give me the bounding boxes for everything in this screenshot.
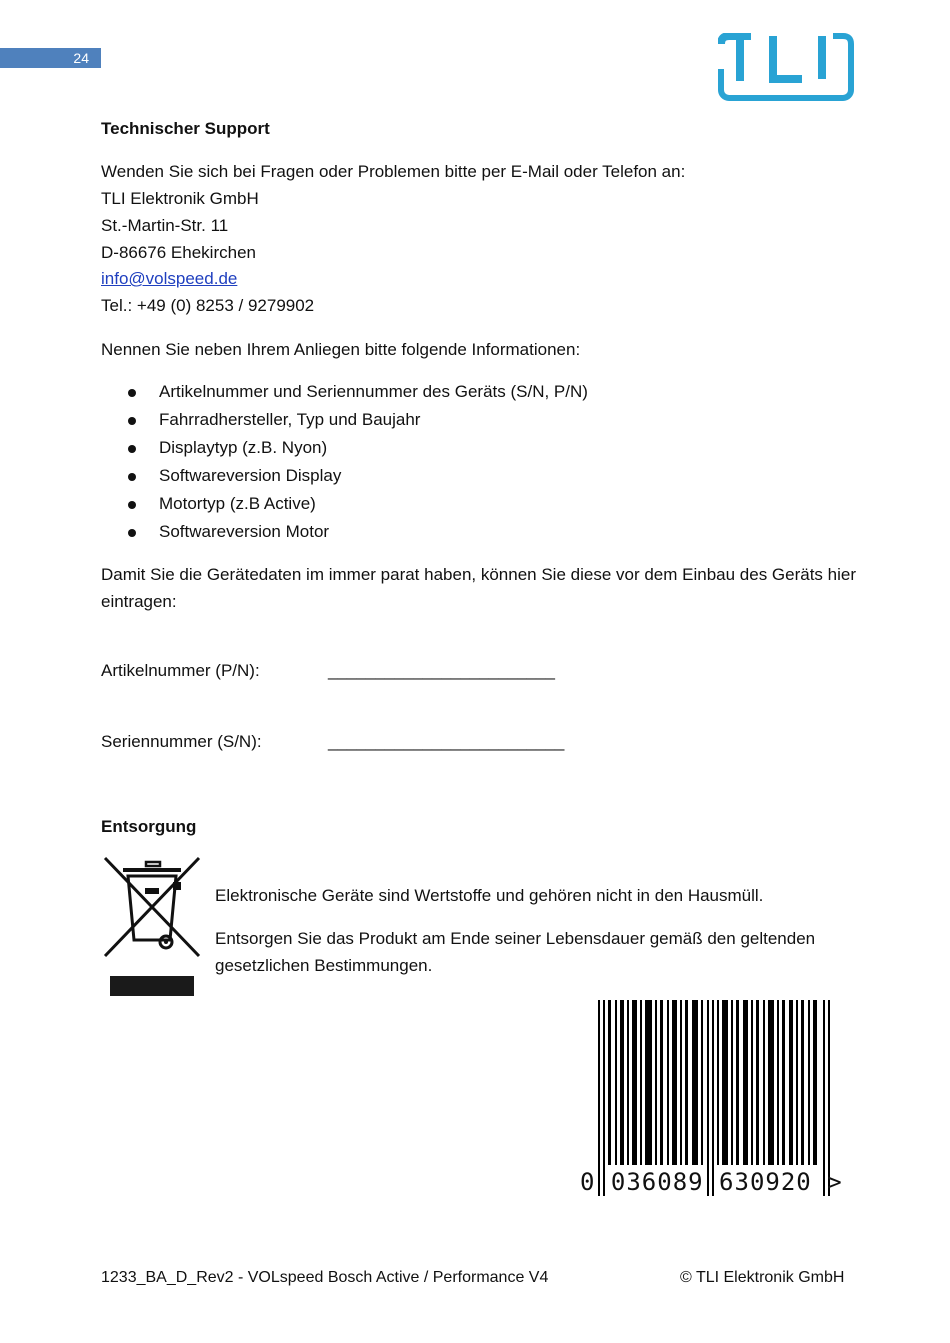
company-name: TLI Elektronik GmbH [101,189,259,208]
note-text: Damit Sie die Gerätedaten im immer parat haben, können Sie diese vor dem Einbau des Geräts hier [101,565,857,584]
note-text-continued: eintragen: [101,592,177,611]
list-item: Motortyp (z.B Active) [159,494,316,513]
address-street: St.-Martin-Str. 11 [101,216,229,235]
disposal-instruction-continued: gesetzlichen Bestimmungen. [215,956,433,975]
barcode-digits: 0 036089 630920 > [580,1168,843,1196]
barcode [595,1000,835,1196]
serial-number-field: _________________________ [328,732,565,751]
disposal-instruction: Entsorgen Sie das Produkt am Ende seiner Lebensdauer gemäß den geltenden [215,929,816,948]
footer-document-id: 1233_BA_D_Rev2 - VOLspeed Bosch Active / Performance V4 [101,1269,549,1286]
bullet-icon [128,529,136,537]
list-item: Displaytyp (z.B. Nyon) [159,438,328,457]
footer-copyright: © TLI Elektronik GmbH [680,1269,845,1286]
part-number-field: ________________________ [328,661,555,680]
serial-number-label: Seriennummer (S/N): [101,732,262,751]
page-number: 24 [0,48,101,68]
phone-number: Tel.: +49 (0) 8253 / 9279902 [101,296,315,315]
disposal-text: Elektronische Geräte sind Wertstoffe und gehören nicht in den Hausmüll. [215,886,764,905]
list-item: Softwareversion Display [159,466,342,485]
bullet-icon [128,445,136,453]
list-item: Artikelnummer und Seriennummer des Geräts (S/N, P/N) [159,382,588,401]
bullet-icon [128,501,136,509]
support-intro: Wenden Sie sich bei Fragen oder Problemen bitte per E-Mail oder Telefon an: [101,162,686,181]
part-number-label: Artikelnummer (P/N): [101,661,260,680]
bullet-icon [128,389,136,397]
list-item: Softwareversion Motor [159,522,330,541]
bullet-icon [128,473,136,481]
weee-bin-icon [103,856,201,1000]
list-item: Fahrradhersteller, Typ und Baujahr [159,410,421,429]
email-link[interactable]: info@volspeed.de [101,269,238,288]
bullet-icon [128,417,136,425]
address-city: D-86676 Ehekirchen [101,243,256,262]
disposal-heading: Entsorgung [101,817,197,836]
support-heading: Technischer Support [101,119,270,138]
info-intro: Nennen Sie neben Ihrem Anliegen bitte folgende Informationen: [101,340,581,359]
tli-logo [718,33,854,101]
